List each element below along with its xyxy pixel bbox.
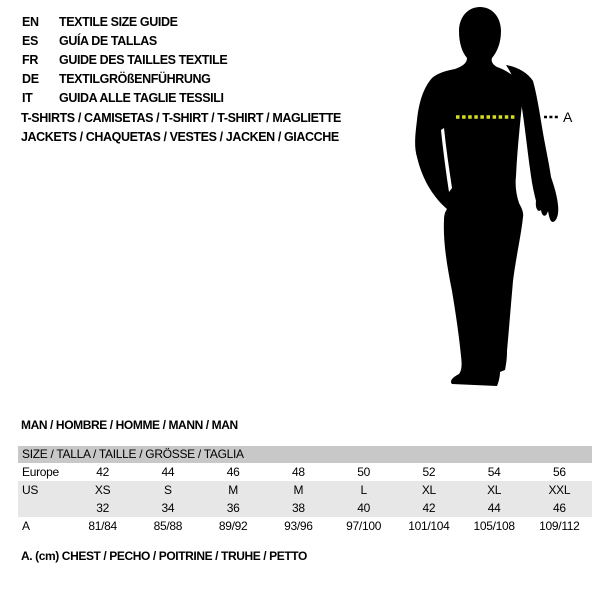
table-cell: 89/92: [218, 519, 248, 533]
language-text: TEXTILGRÖßENFÜHRUNG: [59, 72, 211, 86]
table-cell: XL: [421, 483, 436, 497]
table-row-europe: [18, 463, 592, 481]
row-label: US: [22, 483, 39, 497]
table-cell: 85/88: [153, 519, 183, 533]
table-cell: 42: [422, 501, 436, 515]
language-row-it: [22, 89, 227, 108]
table-cell: 34: [161, 501, 175, 515]
table-cell: 44: [161, 465, 175, 479]
table-cell: 32: [96, 501, 109, 515]
row-label: [18, 499, 70, 517]
language-row-es: [22, 32, 227, 51]
language-code: IT: [22, 91, 33, 105]
language-row-fr: [22, 51, 227, 70]
language-code: EN: [22, 15, 39, 29]
table-cell: 36: [226, 501, 240, 515]
row-label: A: [22, 519, 30, 533]
table-cell: 46: [553, 501, 566, 515]
table-row-chest-a: [18, 517, 592, 535]
garment-line-jackets: JACKETS / CHAQUETAS / VESTES / JACKEN / GIACCHE: [21, 130, 339, 144]
table-cell: 109/112: [539, 519, 580, 533]
section-title-man: MAN / HOMBRE / HOMME / MANN / MAN: [21, 418, 238, 432]
language-code: DE: [22, 72, 39, 86]
language-text: TEXTILE SIZE GUIDE: [59, 15, 178, 29]
table-cell: 97/100: [346, 519, 382, 533]
table-cell: L: [360, 483, 367, 497]
table-cell: XL: [487, 483, 502, 497]
table-cell: 101/104: [408, 519, 450, 533]
language-guide-list: [22, 13, 227, 108]
language-row-en: [22, 13, 227, 32]
table-cell: 40: [357, 501, 370, 515]
table-cell: M: [293, 483, 304, 497]
language-text: GUIDE DES TAILLES TEXTILE: [59, 53, 228, 67]
table-cell: 56: [553, 465, 566, 479]
table-cell: 81/84: [88, 519, 117, 533]
table-cell: XXL: [548, 483, 571, 497]
language-text: GUIDA ALLE TAGLIE TESSILI: [59, 91, 224, 105]
table-cell: 93/96: [284, 519, 313, 533]
size-table-header: SIZE / TALLA / TAILLE / GRÖSSE / TAGLIA: [18, 446, 592, 463]
language-text: GUÍA DE TALLAS: [59, 34, 157, 48]
table-cell: S: [164, 483, 172, 497]
table-cell: XS: [94, 483, 111, 497]
man-right-arm: [506, 65, 558, 222]
table-cell: M: [228, 483, 238, 497]
garment-types-heading: [21, 109, 341, 147]
table-cell: 52: [422, 465, 436, 479]
measurement-footnote: A. (cm) CHEST / PECHO / POITRINE / TRUHE / PETTO: [21, 549, 307, 563]
language-code: ES: [22, 34, 39, 48]
table-cell: 105/108: [473, 519, 515, 533]
table-cell: 44: [487, 501, 501, 515]
language-code: FR: [22, 53, 39, 67]
table-row-us-numeric: [18, 499, 592, 517]
table-cell: 54: [487, 465, 501, 479]
language-row-de: [22, 70, 227, 89]
left-arm-gap: [441, 128, 452, 192]
table-cell: 48: [292, 465, 305, 479]
table-cell: 38: [292, 501, 305, 515]
man-silhouette-figure: [380, 0, 590, 400]
measurement-label-a: A: [563, 109, 573, 125]
table-row-us: [18, 481, 592, 499]
table-cell: 50: [357, 465, 370, 479]
size-table: [18, 446, 592, 535]
table-cell: 46: [226, 465, 240, 479]
garment-line-tshirts: T-SHIRTS / CAMISETAS / T-SHIRT / T-SHIRT / MAGLIETTE: [21, 111, 341, 125]
row-label: Europe: [22, 465, 59, 479]
man-silhouette: [415, 7, 526, 386]
table-cell: 42: [96, 465, 109, 479]
